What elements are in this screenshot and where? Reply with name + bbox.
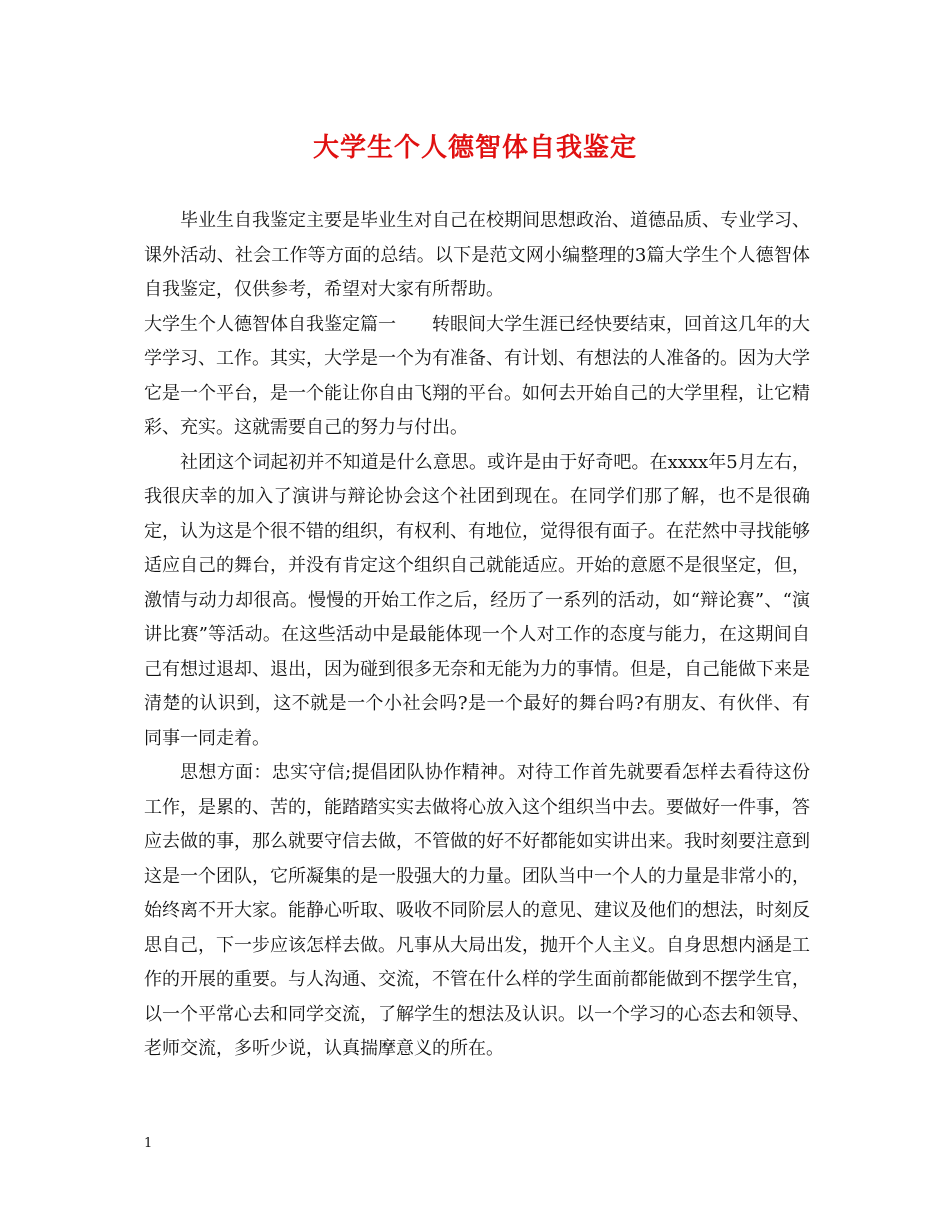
thought-paragraph: 思想方面：忠实守信;提倡团队协作精神。对待工作首先就要看怎样去看待这份工作，是累的、苦的，能踏踏实实去做将心放入这个组织当中去。要做好一件事，答应去做的事，那么就要守信去做，不管做的好不好都能如实讲出来。我时刻要注意到这是一个团队，它所凝集的是一股强大的力量。团队当中一个人的力量是非常小的，始终离不开大家。能静心听取、吸收不同阶层人的意见、建议及他们的想法，时刻反思自己，下一步应该怎样去做。凡事从大局出发，抛开个人主义。自身思想内涵是工作的开展的重要。与人沟通、交流，不管在什么样的学生面前都能做到不摆学生官，以一个平常心去和同学交流，了解学生的想法及认识。以一个学习的心态去和领导、老师交流，多听少说，认真揣摩意义的所在。: [144, 762, 810, 1059]
intro-paragraph: 毕业生自我鉴定主要是毕业生对自己在校期间思想政治、道德品质、专业学习、课外活动、社会工作等方面的总结。以下是范文网小编整理的3篇大学生个人德智体自我鉴定，仅供参考，希望对大家有所帮助。: [144, 210, 810, 300]
document-title: 大学生个人德智体自我鉴定: [312, 133, 637, 163]
section-heading: 大学生个人德智体自我鉴定篇一: [144, 313, 396, 335]
page-number: 1: [144, 1136, 153, 1151]
section-one-text: 转眼间大学生涯已经快要结束，回首这几年的大学学习、工作。其实，大学是一个为有准备、有计划、有想法的人准备的。因为大学它是一个平台，是一个能让你自由飞翔的平台。如何去开始自己的大学里程，让它精彩、充实。这就需要自己的努力与付出。: [144, 313, 810, 438]
document-body: [144, 204, 810, 1067]
section-one-paragraph: [144, 308, 810, 446]
club-paragraph: 社团这个词起初并不知道是什么意思。或许是由于好奇吧。在xxxx年5月左右，我很庆幸的加入了演讲与辩论协会这个社团到现在。在同学们那了解，也不是很确定，认为这是个很不错的组织，有权利、有地位，觉得很有面子。在茫然中寻找能够适应自己的舞台，并没有肯定这个组织自己就能适应。开始的意愿不是很坚定，但，激情与动力却很高。慢慢的开始工作之后，经历了一系列的活动，如“辩论赛”、“演讲比赛”等活动。在这些活动中是最能体现一个人对工作的态度与能力，在这期间自己有想过退却、退出，因为碰到很多无奈和无能为力的事情。但是，自己能做下来是清楚的认识到，这不就是一个小社会吗?是一个最好的舞台吗?有朋友、有伙伴、有同事一同走着。: [144, 451, 810, 749]
